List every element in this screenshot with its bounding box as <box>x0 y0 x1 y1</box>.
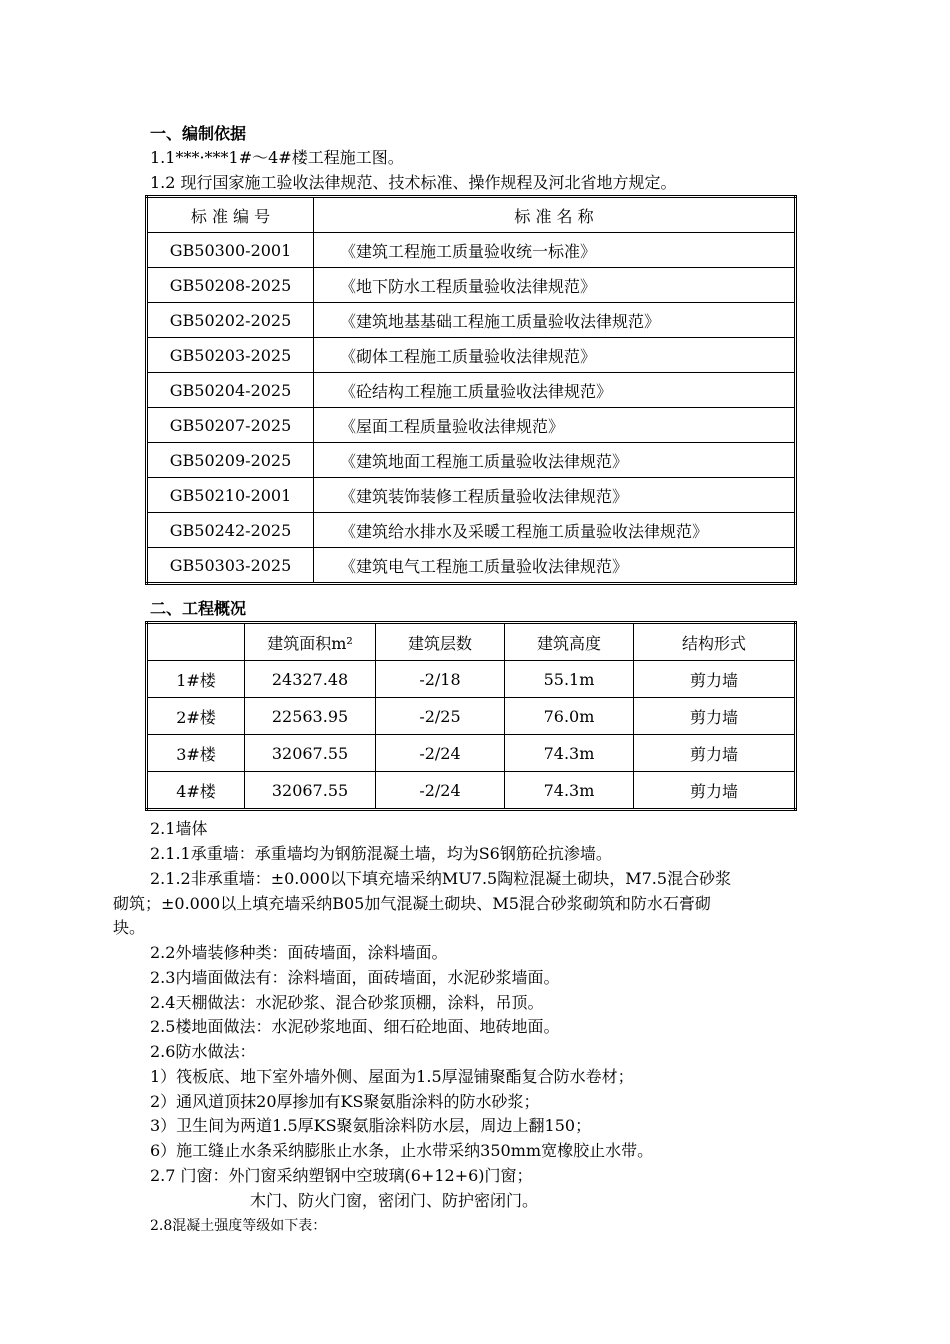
standard-name: 《建筑地基基础工程施工质量验收法律规范》 <box>314 303 796 338</box>
building-height: 55.1m <box>505 661 634 698</box>
building-floors: -2/24 <box>376 772 505 810</box>
building-name: 4#楼 <box>147 772 245 810</box>
building-height: 76.0m <box>505 698 634 735</box>
para-2-1-2-line1: 2.1.2非承重墙：±0.000以下填充墙采纳MU7.5陶粒混凝土砌块，M7.5混合砂浆 <box>150 869 732 888</box>
table-row <box>147 772 796 810</box>
waterproof-item-3: 3）卫生间为两道1.5厚KS聚氨脂涂料防水层，周边上翻150； <box>150 1116 592 1135</box>
para-2-1-1: 2.1.1承重墙：承重墙均为钢筋混凝土墙，均为S6钢筋砼抗渗墙。 <box>150 844 612 863</box>
building-name: 2#楼 <box>147 698 245 735</box>
standard-code: GB50202-2025 <box>147 303 314 338</box>
header-standard-name: 标 准 名 称 <box>314 197 796 233</box>
standard-name: 《建筑给水排水及采暖工程施工质量验收法律规范》 <box>314 513 796 548</box>
table-row <box>147 233 796 268</box>
standard-code: GB50209-2025 <box>147 443 314 478</box>
para-2-2: 2.2外墙装修种类：面砖墙面，涂料墙面。 <box>150 943 448 962</box>
building-area: 32067.55 <box>245 772 376 810</box>
waterproof-item-1: 1）筏板底、地下室外墙外侧、屋面为1.5厚湿铺聚酯复合防水卷材； <box>150 1067 634 1086</box>
building-name: 1#楼 <box>147 661 245 698</box>
table-row <box>147 373 796 408</box>
table-header-row <box>147 623 796 661</box>
building-structure: 剪力墙 <box>634 698 796 735</box>
building-structure: 剪力墙 <box>634 772 796 810</box>
standard-name: 《地下防水工程质量验收法律规范》 <box>314 268 796 303</box>
table-row <box>147 661 796 698</box>
standard-code: GB50208-2025 <box>147 268 314 303</box>
standard-name: 《建筑地面工程施工质量验收法律规范》 <box>314 443 796 478</box>
table-row <box>147 443 796 478</box>
table-row <box>147 513 796 548</box>
standard-code: GB50300-2001 <box>147 233 314 268</box>
basis-item-1: 1.1***·***1#～4#楼工程施工图。 <box>150 148 404 167</box>
standard-code: GB50303-2025 <box>147 548 314 584</box>
table-row <box>147 548 796 584</box>
header-blank <box>147 623 245 661</box>
standard-code: GB50207-2025 <box>147 408 314 443</box>
para-2-1-2-line2: 砌筑；±0.000以上填充墙采纳B05加气混凝土砌块、M5混合砂浆砌筑和防水石膏砌 <box>113 894 711 913</box>
building-area: 24327.48 <box>245 661 376 698</box>
building-floors: -2/25 <box>376 698 505 735</box>
para-2-7-line1: 2.7 门窗：外门窗采纳塑钢中空玻璃(6+12+6)门窗； <box>150 1166 533 1185</box>
standard-name: 《建筑电气工程施工质量验收法律规范》 <box>314 548 796 584</box>
header-height: 建筑高度 <box>505 623 634 661</box>
table-row <box>147 735 796 772</box>
standard-name: 《建筑装饰装修工程质量验收法律规范》 <box>314 478 796 513</box>
standard-name: 《砼结构工程施工质量验收法律规范》 <box>314 373 796 408</box>
table-row <box>147 478 796 513</box>
building-floors: -2/24 <box>376 735 505 772</box>
header-structure: 结构形式 <box>634 623 796 661</box>
standard-code: GB50242-2025 <box>147 513 314 548</box>
table-header-row <box>147 197 796 233</box>
para-2-1-2-line3: 块。 <box>113 918 146 937</box>
standard-name: 《砌体工程施工质量验收法律规范》 <box>314 338 796 373</box>
table-row <box>147 268 796 303</box>
table-row <box>147 698 796 735</box>
building-area: 22563.95 <box>245 698 376 735</box>
building-structure: 剪力墙 <box>634 661 796 698</box>
table-row <box>147 303 796 338</box>
header-floors: 建筑层数 <box>376 623 505 661</box>
table-row <box>147 408 796 443</box>
standard-name: 《屋面工程质量验收法律规范》 <box>314 408 796 443</box>
basis-item-2: 1.2 现行国家施工验收法律规范、技术标准、操作规程及河北省地方规定。 <box>150 173 677 192</box>
waterproof-item-6: 6）施工缝止水条采纳膨胀止水条，止水带采纳350mm宽橡胶止水带。 <box>150 1141 654 1160</box>
header-area: 建筑面积m² <box>245 623 376 661</box>
building-floors: -2/18 <box>376 661 505 698</box>
standards-table <box>145 195 797 585</box>
building-height: 74.3m <box>505 772 634 810</box>
waterproof-item-2: 2）通风道顶抹20厚掺加有KS聚氨脂涂料的防水砂浆； <box>150 1092 540 1111</box>
para-2-5: 2.5楼地面做法：水泥砂浆地面、细石砼地面、地砖地面。 <box>150 1017 560 1036</box>
para-2-1: 2.1墙体 <box>150 819 208 838</box>
para-2-8: 2.8混凝土强度等级如下表： <box>150 1218 327 1234</box>
building-structure: 剪力墙 <box>634 735 796 772</box>
para-2-6: 2.6防水做法： <box>150 1042 256 1061</box>
section-1-heading: 一、编制依据 <box>150 124 247 143</box>
standard-code: GB50203-2025 <box>147 338 314 373</box>
building-height: 74.3m <box>505 735 634 772</box>
standard-code: GB50210-2001 <box>147 478 314 513</box>
para-2-3: 2.3内墙面做法有：涂料墙面，面砖墙面，水泥砂浆墙面。 <box>150 968 560 987</box>
table-row <box>147 338 796 373</box>
building-name: 3#楼 <box>147 735 245 772</box>
building-overview-table <box>145 621 797 811</box>
standard-code: GB50204-2025 <box>147 373 314 408</box>
section-2-heading: 二、工程概况 <box>150 599 247 618</box>
header-standard-code: 标 准 编 号 <box>147 197 314 233</box>
building-area: 32067.55 <box>245 735 376 772</box>
para-2-7-line2: 木门、防火门窗，密闭门、防护密闭门。 <box>250 1191 539 1210</box>
standard-name: 《建筑工程施工质量验收统一标准》 <box>314 233 796 268</box>
para-2-4: 2.4天棚做法：水泥砂浆、混合砂浆顶棚，涂料，吊顶。 <box>150 993 544 1012</box>
